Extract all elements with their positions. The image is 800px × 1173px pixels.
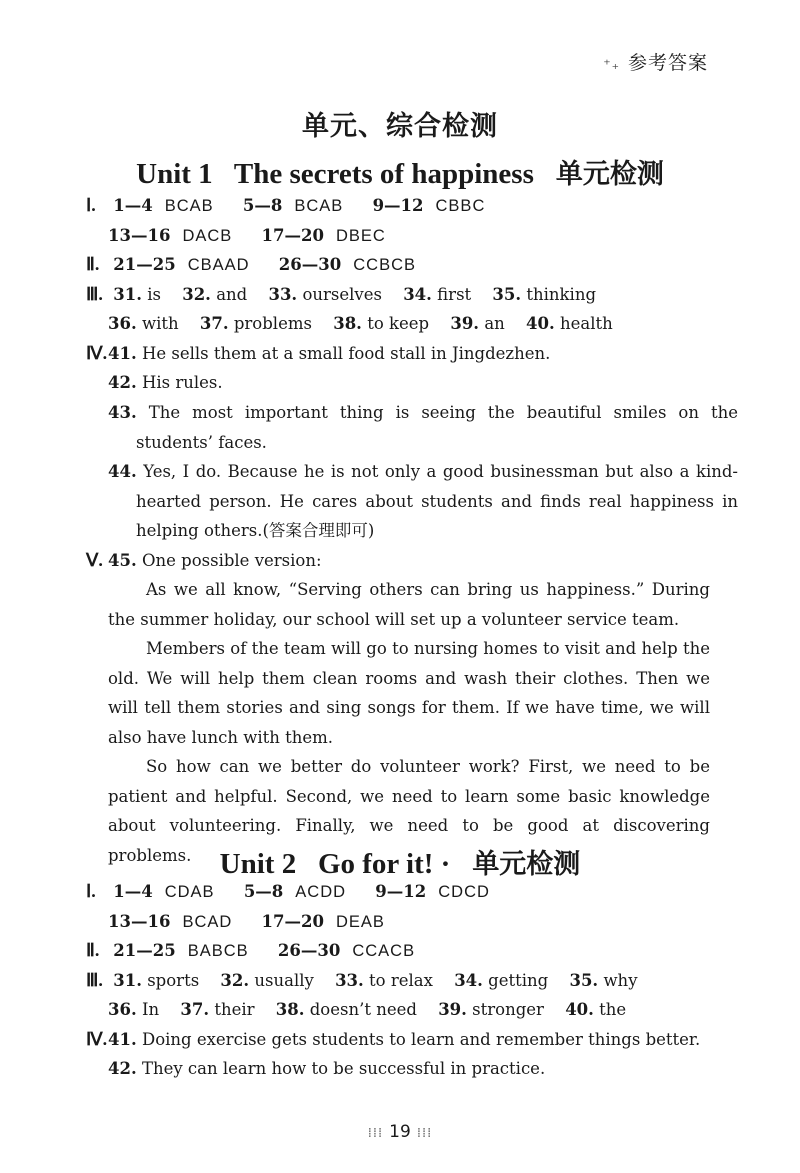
unit1-part-IV-q42: 42. His rules. — [108, 373, 223, 392]
unit2-part-I-line2: 13—16 BCAD 17—20 DEAB — [108, 912, 385, 931]
unit2-part-II: Ⅱ. 21—25 BABCB 26—30 CCACB — [86, 940, 416, 960]
unit1-title: Unit 1 The secrets of happiness 单元检测 — [136, 158, 664, 190]
page-number: 19 — [389, 1122, 411, 1142]
essay-paragraph-3: So how can we better do volunteer work? First, we need to be patient and helpful. Second, we need to learn some basic knowledge about volunteering. Finally, we need to be good at discovering problems. — [108, 757, 710, 865]
unit1-part-IV-q43: 43. The most important thing is seeing the beautiful smiles on the students’ faces. — [108, 403, 739, 452]
unit2-title: Unit 2 Go for it! · 单元检测 — [219, 848, 581, 880]
unit1-part-V-intro: Ⅴ. 45. One possible version: — [86, 550, 322, 570]
dot-ornament-right-icon: ⁞⁞⁞ — [416, 1126, 433, 1141]
unit1-part-III-line1: Ⅲ. 31. is 32. and 33. ourselves 34. first 35. thinking — [86, 284, 597, 304]
essay-paragraph-1: As we all know, “Serving others can bring us happiness.” During the summer holiday, our school will set up a volunteer service team. — [108, 580, 710, 629]
unit2-part-IV-q42: 42. They can learn how to be successful in practice. — [108, 1059, 546, 1078]
unit1-essay — [108, 575, 710, 870]
unit1-part-IV-q44: 44. Yes, I do. Because he is not only a good businessman but also a kind-hearted person. He cares about students and finds real happiness in helping others.(答案合理即可) — [108, 462, 738, 540]
unit1-part-IV-q41: Ⅳ.41. He sells them at a small food stall in Jingdezhen. — [86, 343, 551, 363]
answer-key-label: ⁺₊ 参考答案 — [603, 52, 708, 74]
unit2-part-IV-q41: Ⅳ.41. Doing exercise gets students to learn and remember things better. — [86, 1029, 701, 1049]
unit1-part-I-line2: 13—16 DACB 17—20 DBEC — [108, 226, 386, 245]
essay-paragraph-2: Members of the team will go to nursing homes to visit and help the old. We will help them clean rooms and wash their clothes. Then we will tell them stories and sing songs for them. If we have time, we will also have lunch with them. — [108, 639, 710, 747]
unit2-part-III-line2: 36. In 37. their 38. doesn’t need 39. stronger 40. the — [108, 1000, 627, 1019]
unit1-part-III-line2: 36. with 37. problems 38. to keep 39. an 40. health — [108, 314, 613, 333]
unit1-part-I-line1: Ⅰ. 1—4 BCAB 5—8 BCAB 9—12 CBBC — [86, 195, 486, 215]
unit2-part-I-line1: Ⅰ. 1—4 CDAB 5—8 ACDD 9—12 CDCD — [86, 881, 490, 901]
sparkle-icon: ⁺₊ — [603, 57, 620, 73]
page-footer — [0, 1122, 800, 1142]
unit2-part-III-line1: Ⅲ. 31. sports 32. usually 33. to relax 34. getting 35. why — [86, 970, 638, 990]
section-title: 单元、综合检测 — [302, 111, 498, 142]
unit1-part-II: Ⅱ. 21—25 CBAAD 26—30 CCBCB — [86, 254, 416, 274]
dot-ornament-left-icon: ⁞⁞⁞ — [367, 1126, 384, 1141]
